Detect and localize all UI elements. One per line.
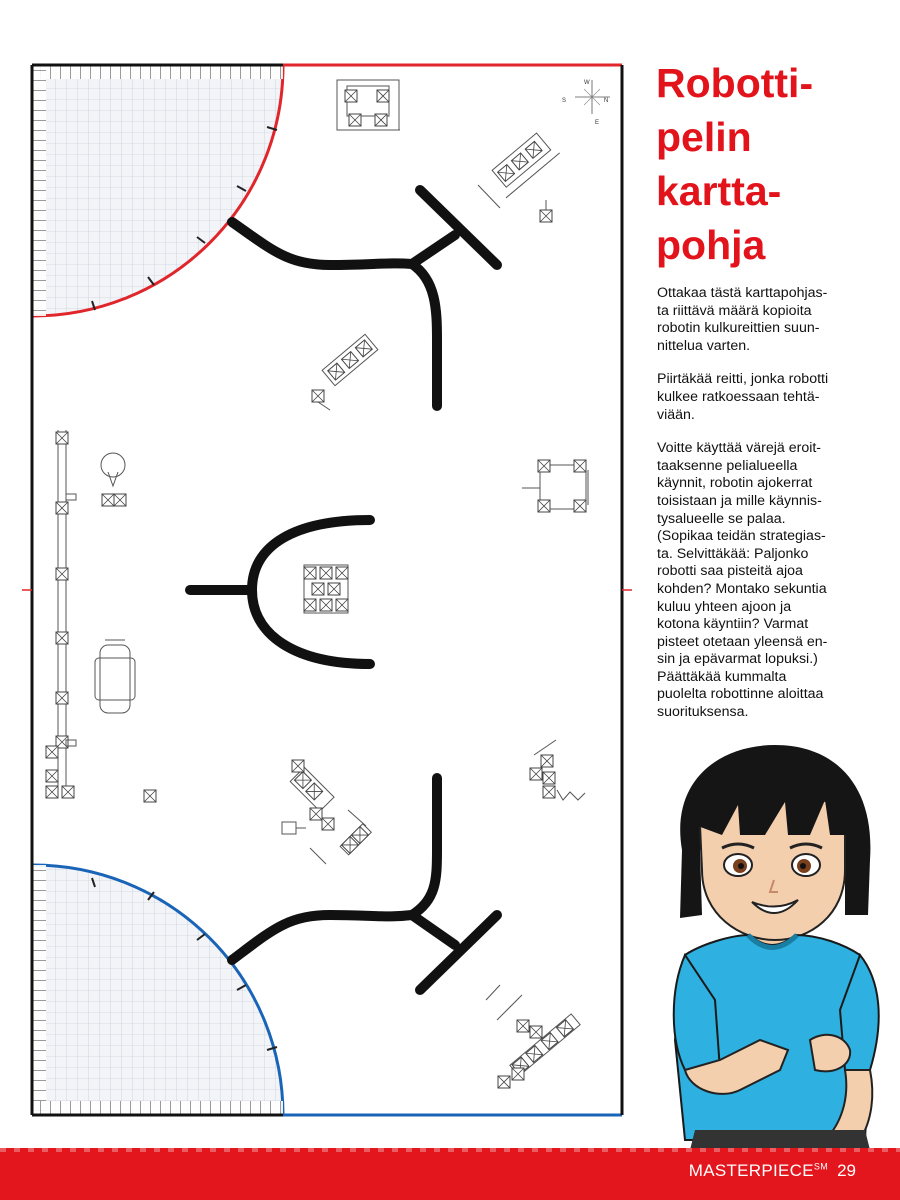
girl-illustration bbox=[660, 740, 900, 1150]
text-line: ta riittävä määrä kopioita bbox=[657, 302, 812, 319]
title-line: kartta- bbox=[656, 168, 782, 214]
text-line: kotona käyntiin? Varmat bbox=[657, 616, 809, 633]
text-line: taaksenne pelialueella bbox=[657, 457, 798, 474]
paragraph-route bbox=[657, 371, 849, 424]
title-line: pohja bbox=[656, 222, 766, 268]
paragraph-copies bbox=[657, 285, 849, 355]
text-line: toisistaan ja mille käynnis- bbox=[657, 492, 822, 509]
title-line: pelin bbox=[656, 114, 752, 160]
footer-brand bbox=[689, 1161, 828, 1181]
text-line: ta. Selvittäkää: Paljonko bbox=[657, 545, 809, 562]
text-line: sin ja epävarmat lopuksi.) bbox=[657, 651, 818, 668]
text-line: robotti saa pisteitä ajoa bbox=[657, 563, 803, 580]
text-line: puolelta robottinne aloittaa bbox=[657, 686, 824, 703]
text-line: nittelua varten. bbox=[657, 337, 751, 354]
text-line: kuluu yhteen ajoon ja bbox=[657, 598, 792, 615]
compass-south: S bbox=[562, 98, 567, 104]
page-title bbox=[656, 56, 896, 272]
text-line: (Sopikaa teidän strategias- bbox=[657, 528, 826, 545]
brand-name: MASTERPIECE bbox=[688, 1161, 814, 1180]
text-line: Piirtäkää reitti, jonka robotti bbox=[657, 371, 829, 388]
paragraph-colors bbox=[657, 440, 849, 722]
text-line: pisteet otetaan yleensä en- bbox=[657, 633, 828, 650]
compass-east: E bbox=[595, 120, 600, 126]
text-line: Päättäkää kummalta bbox=[657, 668, 787, 685]
text-line: Ottakaa tästä karttapohjas- bbox=[657, 285, 828, 301]
text-line: käynnit, robotin ajokerrat bbox=[657, 475, 813, 492]
text-line: kohden? Montako sekuntia bbox=[657, 580, 827, 597]
instructions-text bbox=[657, 285, 849, 738]
page-number: 29 bbox=[837, 1161, 856, 1180]
service-mark: SM bbox=[813, 1161, 828, 1172]
text-line: suorituksensa. bbox=[657, 704, 749, 721]
title-line: Robotti- bbox=[656, 60, 814, 106]
text-line: Voitte käyttää värejä eroit- bbox=[657, 440, 822, 457]
footer-bar bbox=[0, 1148, 900, 1200]
text-line: robotin kulkureittien suun- bbox=[657, 320, 820, 337]
text-line: kulkee ratkoessaan tehtä- bbox=[657, 388, 820, 405]
compass-north: N bbox=[604, 98, 609, 104]
compass-west: W bbox=[584, 80, 590, 86]
text-line: viään. bbox=[657, 406, 695, 423]
text-line: tysalueelle se palaa. bbox=[657, 510, 786, 527]
